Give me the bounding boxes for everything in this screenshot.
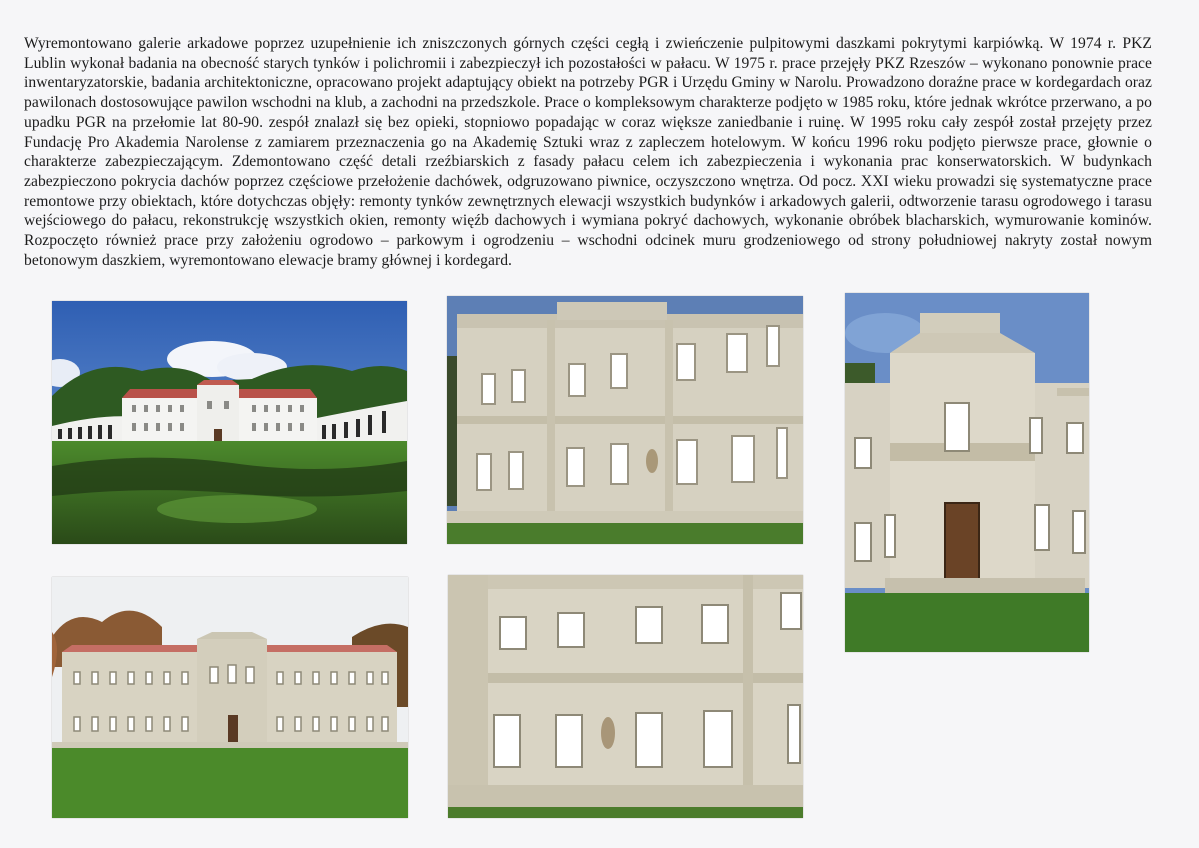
palace-facade-detail-photo <box>448 575 803 818</box>
palace-front-facade-photo <box>52 577 408 818</box>
palace-panorama-photo <box>52 301 407 544</box>
body-text <box>24 34 1152 270</box>
palace-side-facade-photo <box>447 296 803 544</box>
palace-corner-pavilion-photo <box>845 293 1089 652</box>
paragraph: Wyremontowano galerie arkadowe poprzez uzupełnienie ich zniszczonych górnych części cegłą i zwieńczenie pulpitowymi daszkami pokrytymi karpiówką. W 1974 r. PKZ Lublin wykonał badania na obecność starych tynków i polichromii i zabezpieczył ich pozostałości w pałacu. W 1975 r. prace przejęły PKZ Rzeszów – wykonano ponownie prace inwentaryzatorskie, badania architektoniczne, opracowano projekt adaptujący obiekt na potrzeby PGR i Urzędu Gminy w Narolu. Prowadzono doraźne prace w kordegardach oraz pawilonach dostosowujące pawilon wschodni na klub, a zachodni na przedszkole. Prace o kompleksowym charakterze podjęto w 1985 roku, które jednak wkrótce przerwano, a po upadku PGR na przełomie lat 80-90. zespół znalazł się bez opieki, stopniowo popadając w coraz większe zaniedbanie i ruinę. W 1995 roku cały zespół został przejęty przez Fundację Pro Akademia Narolense z zamiarem przeznaczenia go na Akademię Sztuki wraz z zapleczem hotelowym. W końcu 1996 roku podjęto pierwsze prace, głownie o charakterze zabezpieczającym. Zdemontowano część detali rzeźbiarskich z fasady pałacu celem ich zabezpieczenia i wykonania prac konserwatorskich. W budynkach zabezpieczono pokrycia dachów poprzez częściowe przełożenie dachówek, odgruzowano piwnice, oczyszczono wnętrza. Od pocz. XXI wieku prowadzi się systematyczne prace remontowe przy obiektach, które dotychczas objęły: remonty tynków zewnętrznych elewacji wszystkich budynków i arkadowych galerii, odtworzenie tarasu ogrodowego i tarasu wejściowego do pałacu, rekonstrukcję wszystkich okien, remonty więźb dachowych i wymiana pokryć dachowych, wykonanie obróbek blacharskich, wymurowanie kominów. Rozpoczęto również prace przy założeniu ogrodowo – parkowym i ogrodzeniu – wschodni odcinek muru grodzeniowego od strony południowej nakryty został nowym betonowym daszkiem, wyremontowano elewacje bramy głównej i kordegard. <box>24 35 1152 269</box>
